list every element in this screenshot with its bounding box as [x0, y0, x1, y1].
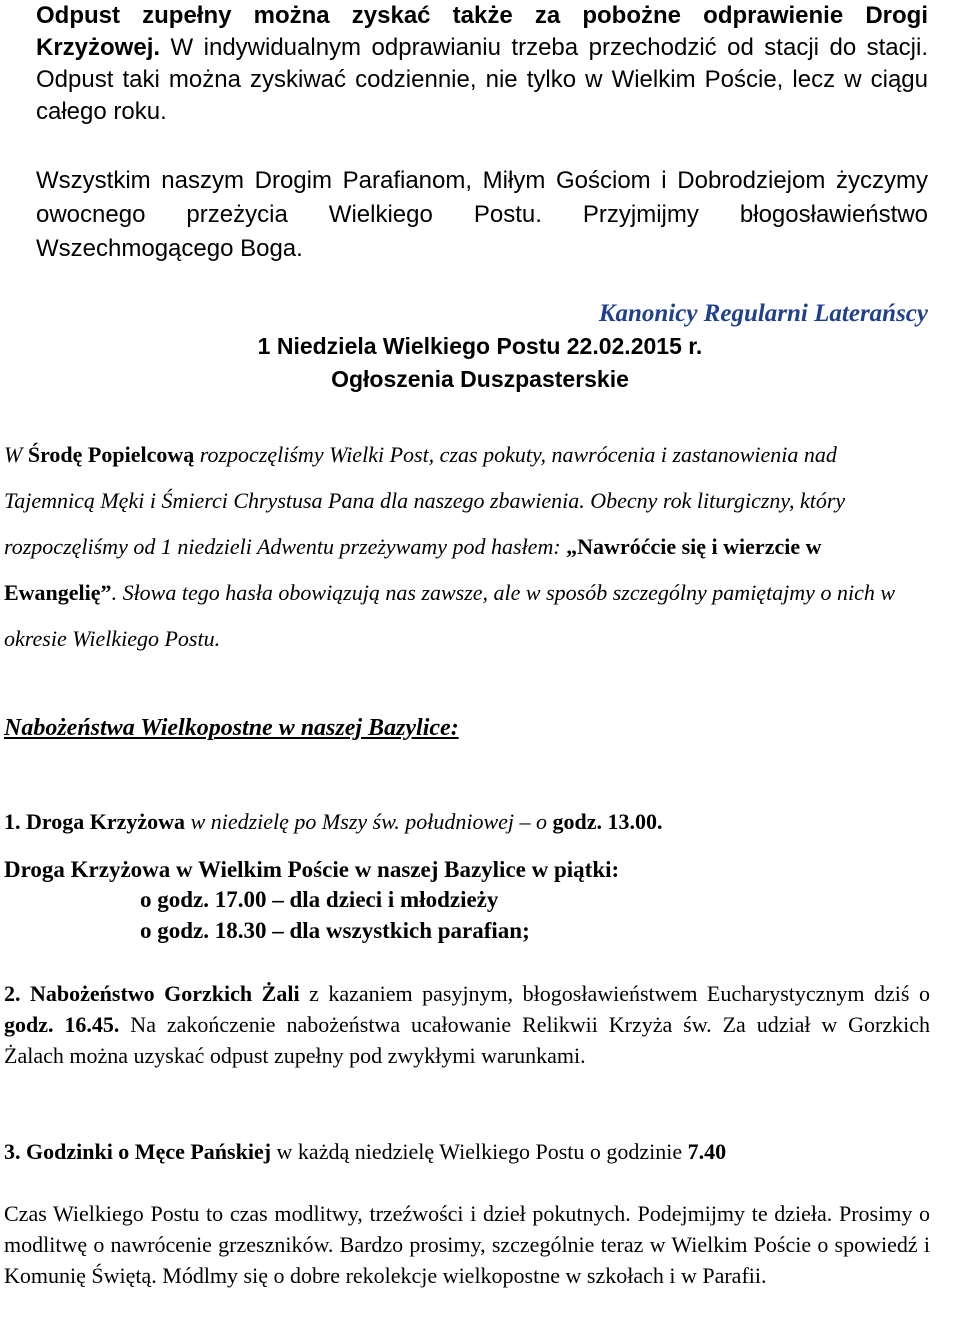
stations-time-1: o godz. 17.00 – dla dzieci i młodzieży [140, 887, 499, 912]
ash-wed-bold: Środę Popielcową [27, 442, 195, 467]
wishes-paragraph: Wszystkim naszym Drogim Parafianom, Miłym Gościom i Dobrodziejom życzymy owocnego przeżycia Wielkiego Postu. Przyjmijmy błogosławieństwo Wszechmogącego Boga. [36, 167, 928, 262]
service-item-1 [4, 806, 930, 838]
motto: „Nawróćcie się i wierzcie w Ewangelię” [4, 534, 822, 605]
item1-text: w niedzielę po Mszy św. południowej – o [185, 809, 553, 834]
service-item-2 [4, 978, 930, 1071]
closing-paragraph: Czas Wielkiego Postu to czas modlitwy, trzeźwości i dzieł pokutnych. Podejmijmy te dzieła. Prosimy o modlitwę o nawrócenie grzeszników. Bardzo prosimy, szczególnie teraz w Wielkim Poście o spowiedź i Komunię Świętą. Módlmy się o dobre rekolekcje wielkopostne w szkołach i w Parafii. [4, 1201, 930, 1288]
item3-time: 7.40 [687, 1139, 727, 1164]
stations-time-2: o godz. 18.30 – dla wszystkich parafian; [140, 918, 530, 943]
intro-bold: Odpust zupełny można zyskać także za pobożne odprawienie Drogi Krzyżowej. [36, 2, 928, 61]
ash-wed-w: W [4, 442, 28, 467]
item2-text-1: z kazaniem pasyjnym, błogosławieństwem Eucharystycznym dziś o [299, 981, 930, 1006]
item2-text-2: Na zakończenie nabożeństwa ucałowanie Relikwii Krzyża św. Za udział w Gorzkich Żalach można uzyskać odpust zupełny pod zwykłymi warunkami. [4, 1012, 930, 1068]
date-line: 1 Niedziela Wielkiego Postu 22.02.2015 r. [257, 333, 703, 359]
ash-wed-text-2: . Słowa tego hasła obowiązują nas zawsze, ale w sposób szczególny pamiętajmy o nich w okresie Wielkiego Postu. [4, 580, 896, 651]
signature: Kanonicy Regularni Laterańscy [598, 300, 928, 327]
service-item-3 [4, 1136, 930, 1168]
stations-title: Droga Krzyżowa w Wielkim Poście w naszej Bazylice w piątki: [4, 857, 620, 882]
ash-wednesday-paragraph [4, 432, 930, 662]
item1-title: 1. Droga Krzyżowa [4, 809, 186, 834]
item3-text: w każdą niedzielę Wielkiego Postu o godzinie [271, 1139, 688, 1164]
section-title: Ogłoszenia Duszpasterskie [331, 366, 629, 392]
ash-wed-text-1: rozpoczęliśmy Wielki Post, czas pokuty, nawrócenia i zastanowienia nad Tajemnicą Męki i Śmierci Chrystusa Pana dla naszego zbawienia. Obecny rok liturgiczny, który rozpoczęliśmy od 1 niedzieli Adwentu przeżywamy pod hasłem: [4, 442, 846, 559]
item3-title: 3. Godzinki o Męce Pańskiej [4, 1139, 272, 1164]
item2-time: godz. 16.45. [4, 1012, 120, 1037]
intro-text: W indywidualnym odprawianiu trzeba przechodzić od stacji do stacji. Odpust taki można zyskiwać codziennie, nie tylko w Wielkim Poście, lecz w ciągu całego roku. [36, 34, 928, 125]
item2-title: 2. Nabożeństwo Gorzkich Żali [4, 981, 300, 1006]
intro-paragraph [36, 0, 928, 128]
services-heading: Nabożeństwa Wielkopostne w naszej Bazylice: [4, 715, 459, 741]
item1-time: godz. 13.00. [552, 809, 663, 834]
